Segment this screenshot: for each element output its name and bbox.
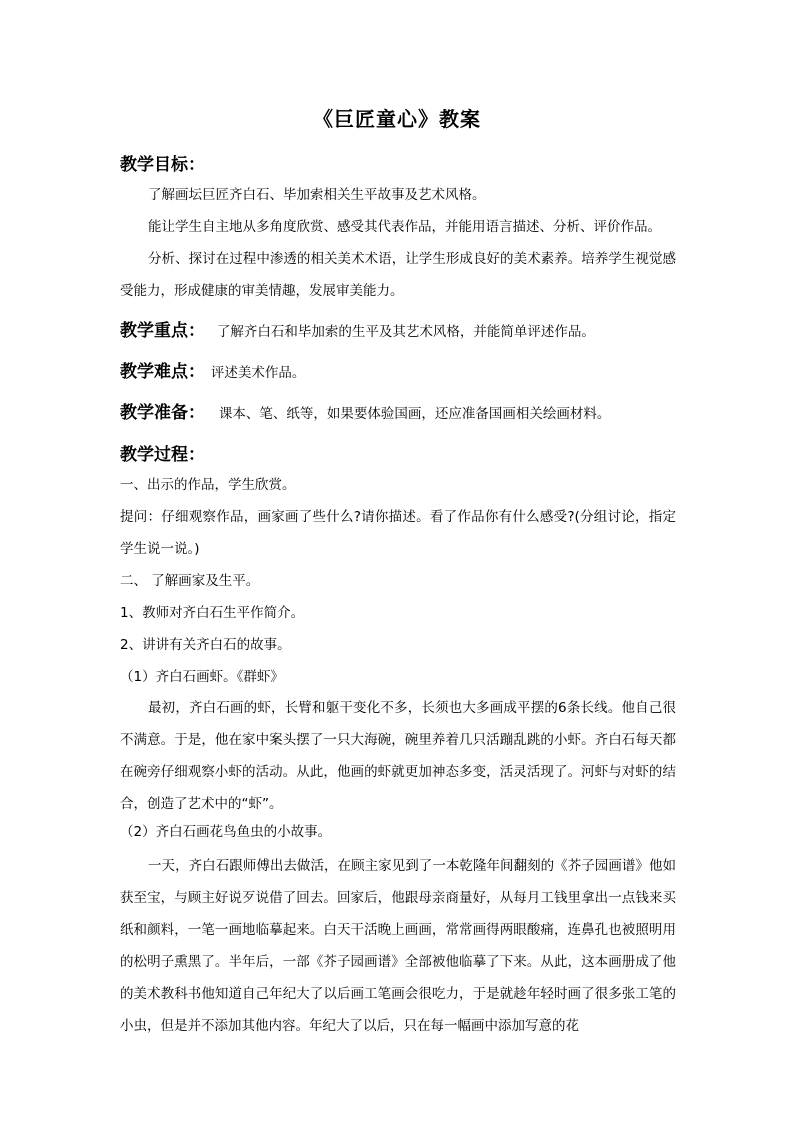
process-step-2-2: 2、讲讲有关齐白石的故事。 [120,637,291,653]
story-1-text: 最初，齐白石画的虾，长臂和躯干变化不多，长须也大多画成平摆的6条长线。他自己很不满意。于是，他在家中案头摆了一只大海碗，碗里养着几只活蹦乱跳的小虾。齐白石每天都在碗旁仔细观察小虾的活动。从此，他画的虾就更加神态多变，活灵活现了。河虾与对虾的结合，创造了艺术中的“虾”。 [120,700,676,812]
key-points-section [120,316,595,341]
process-step-1: 一、出示的作品，学生欣赏。 [120,477,296,493]
process-step-1-question: 提问：仔细观察作品，画家画了些什么?请你描述。看了作品你有什么感受?(分组讨论，指定学生说一说。) [120,509,676,557]
preparation-text: 课本、笔、纸等，如果要体验国画，还应准备国画相关绘画材料。 [218,406,611,422]
difficulty-heading: 教学难点： [120,362,205,382]
goal-item: 分析、探讨在过程中渗透的相关美术术语，让学生形成良好的美术素养。培养学生视觉感受能力，形成健康的审美情趣，发展审美能力。 [120,251,676,299]
story-2-text: 一天，齐白石跟师傅出去做活，在顾主家见到了一本乾隆年间翻刻的《芥子园画谱》他如获至宝，与顾主好说歹说借了回去。回家后，他跟母亲商量好，从每月工钱里拿出一点钱来买纸和颜料，一笔一画地临摹起来。白天干活晚上画画，常常画得两眼酸痛，连鼻孔也被照明用的松明子熏黑了。半年后，一部《芥子园画谱》全部被他临摹了下来。从此，这本画册成了他的美术教科书他知道自己年纪大了以后画工笔画会很吃力，于是就趁年轻时画了很多张工笔的小虫，但是并不添加其他内容。年纪大了以后，只在每一幅画中添加写意的花 [120,858,676,1034]
goal-item: 能让学生自主地从多角度欣赏、感受其代表作品，并能用语言描述、分析、评价作品。 [148,219,661,235]
preparation-heading: 教学准备： [120,403,205,423]
difficulty-text: 评述美术作品。 [210,365,306,381]
process-heading: 教学过程： [120,445,205,465]
document-title: 《巨匠童心》教案 [313,107,481,131]
story-1-title: （1）齐白石画虾。《群虾》 [120,669,284,685]
difficulty-section [120,357,305,382]
preparation-section [120,398,610,423]
goals-heading: 教学目标： [120,155,205,175]
key-points-heading: 教学重点： [120,321,205,341]
key-points-text: 了解齐白石和毕加索的生平及其艺术风格，并能简单评述作品。 [216,324,595,340]
goal-item: 了解画坛巨匠齐白石、毕加索相关生平故事及艺术风格。 [148,187,486,203]
process-step-2: 二、 了解画家及生平。 [120,573,260,589]
process-step-2-1: 1、教师对齐白石生平作简介。 [120,605,305,621]
story-2-title: （2）齐白石画花鸟鱼虫的小故事。 [120,824,332,840]
